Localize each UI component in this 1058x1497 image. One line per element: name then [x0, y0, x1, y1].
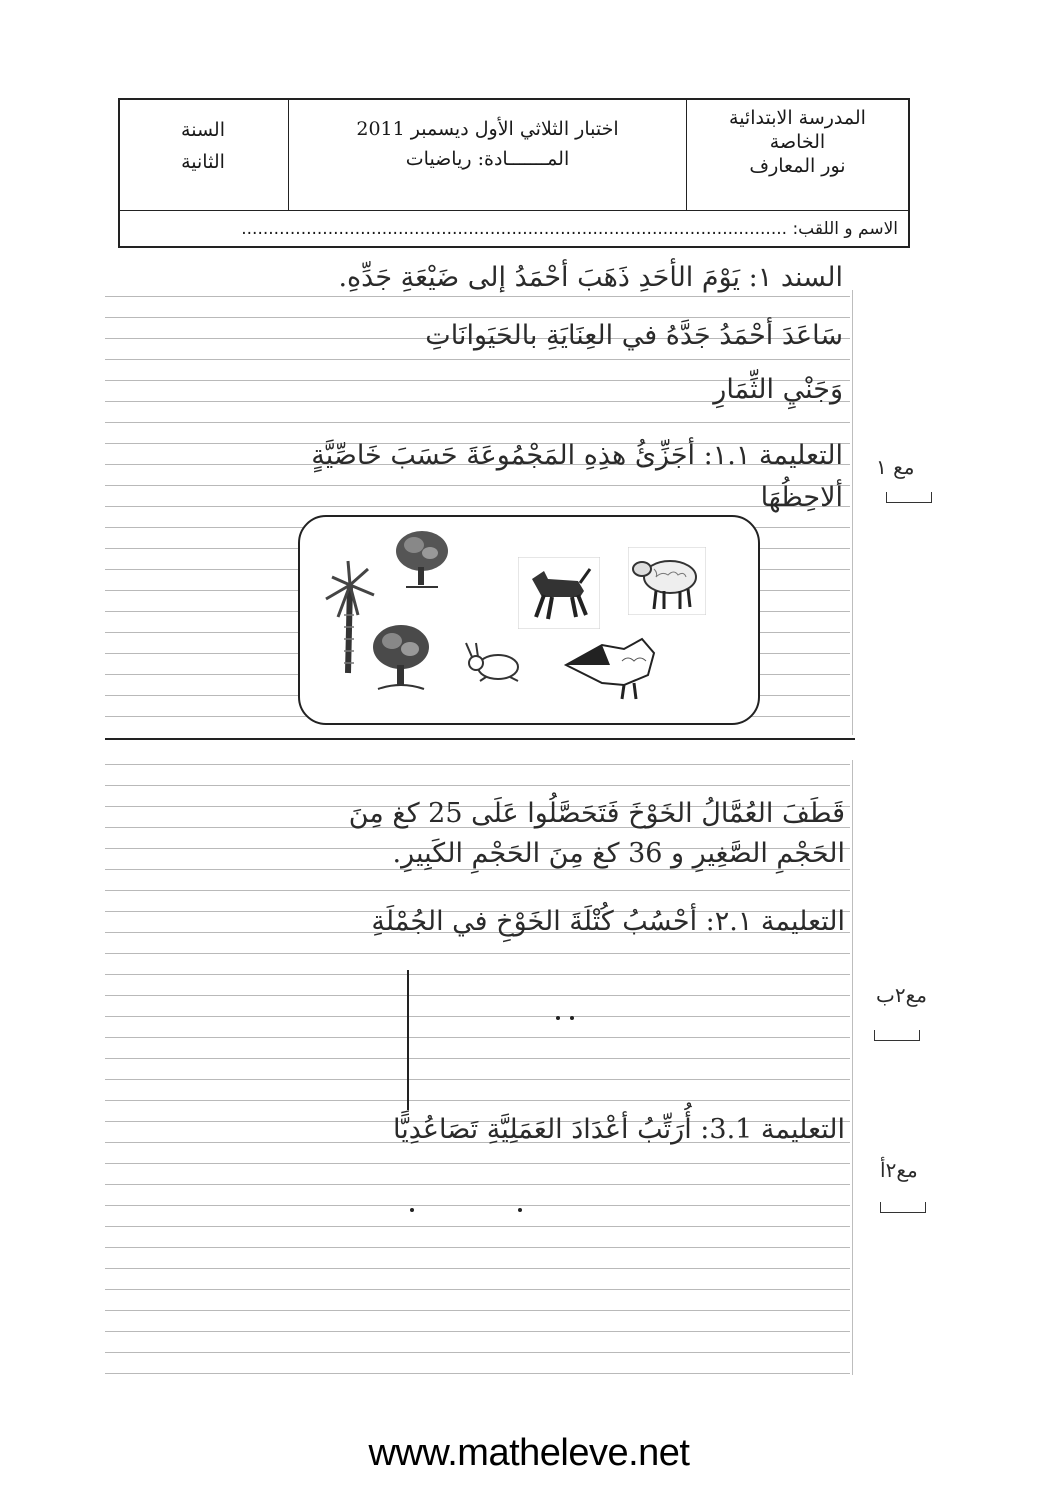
sheep-icon [628, 547, 706, 615]
instruction2: التعليمة ٢.١: أحْسُبُ كُتْلَةَ الخَوْخِ في الجُمْلَةِ [371, 906, 845, 937]
ruled-line [105, 317, 850, 318]
subject-label: المـــــــادة: رياضيات [405, 148, 570, 170]
dog-icon [518, 557, 600, 629]
ruled-line [105, 995, 850, 996]
sanad1-line2: سَاعَدَ أحْمَدُ جَدَّهُ في العِنَايَةِ بالحَيَوانَاتِ [425, 320, 843, 351]
grade-line2: الثانية [181, 151, 225, 173]
ruled-line [105, 785, 850, 786]
ruled-line [105, 1226, 850, 1227]
answer-dot [556, 1016, 560, 1020]
ruled-line [105, 1268, 850, 1269]
score-bracket-2 [874, 1030, 920, 1041]
header-row [120, 100, 908, 211]
sanad2-line2: الحَجْمِ الصَّغِيرِ و 36 كغ مِنَ الحَجْمِ الكَبِيرِ. [392, 838, 845, 869]
margin-line [852, 760, 853, 1375]
tree-icon [392, 527, 452, 591]
header-table [118, 98, 910, 248]
answer-dot [518, 1208, 522, 1212]
sanad1-line3: وَجَنْيِ الثِّمَارِ [713, 374, 843, 405]
answer-dot [570, 1016, 574, 1020]
margin-criterion-2b: مع٢ب [876, 983, 927, 1007]
ruled-line [105, 1205, 850, 1206]
name-label: الاسم و اللقب: [792, 219, 898, 239]
ruled-line [105, 1163, 850, 1164]
ruled-line [105, 1352, 850, 1353]
ruled-line [105, 422, 850, 423]
sanad1-line1: السند ١: يَوْمَ الأحَدِ ذَهَبَ أحْمَدُ إلى ضَيْعَةِ جَدِّهِ. [338, 262, 843, 293]
ruled-line [105, 1331, 850, 1332]
ruled-line [105, 485, 850, 486]
exam-title: اختبار الثلاثي الأول ديسمبر 2011 [356, 118, 619, 140]
ruled-line [105, 1184, 850, 1185]
instruction1-line1: التعليمة ١.١: أجَزِّئُ هذِهِ المَجْمُوعَةَ حَسَبَ خَاصِّيَّةٍ [311, 440, 843, 471]
ruled-line [105, 359, 850, 360]
ruled-line [105, 296, 850, 297]
ruled-line [105, 890, 850, 891]
ruled-line [105, 1016, 850, 1017]
ruled-line [105, 1310, 850, 1311]
margin-line [852, 290, 853, 735]
school-name-line3: نور المعارف [749, 155, 846, 177]
answer-dot [410, 1208, 414, 1212]
section-divider [105, 738, 855, 740]
tree-icon [368, 621, 434, 693]
ruled-line [105, 506, 850, 507]
name-field-dots[interactable]: ..................................................................................................... [241, 219, 788, 239]
ruled-line [105, 1058, 850, 1059]
school-name-line1: المدرسة الابتدائية [729, 107, 866, 129]
ruled-line [105, 1037, 850, 1038]
ruled-line [105, 974, 850, 975]
student-name-row [120, 210, 908, 248]
ruled-line [105, 1247, 850, 1248]
school-cell [686, 100, 908, 210]
ruled-line [105, 1079, 850, 1080]
instruction3: التعليمة 3.1: أُرَتِّبُ أعْدَادَ العَمَلِيَّةِ تَصَاعُدِيًّا [392, 1114, 845, 1145]
ruled-line [105, 1373, 850, 1374]
pictures-box [298, 515, 760, 725]
ruled-line [105, 869, 850, 870]
rabbit-icon [460, 639, 530, 683]
answer-separator-line [407, 970, 409, 1110]
ruled-line [105, 1289, 850, 1290]
score-bracket-3 [880, 1202, 926, 1213]
school-name-line2: الخاصة [769, 131, 826, 153]
grade-line1: السنة [181, 119, 225, 141]
sanad2-line1: قَطَفَ العُمَّالُ الخَوْخَ فَتَحَصَّلُوا عَلَى 25 كغ مِنَ [348, 798, 845, 829]
margin-criterion-1: مع ١ [876, 455, 915, 479]
grade-cell [118, 100, 288, 210]
instruction1-line2: ألاحِظُهَا [760, 482, 843, 513]
ruled-line [105, 953, 850, 954]
ruled-line [105, 764, 850, 765]
exam-cell [288, 100, 686, 210]
footer-website-url[interactable]: www.matheleve.net [368, 1432, 690, 1474]
hen-icon [562, 625, 662, 705]
ruled-line [105, 1100, 850, 1101]
margin-criterion-2a: مع٢أ [880, 1158, 918, 1182]
score-bracket-1 [886, 492, 932, 503]
